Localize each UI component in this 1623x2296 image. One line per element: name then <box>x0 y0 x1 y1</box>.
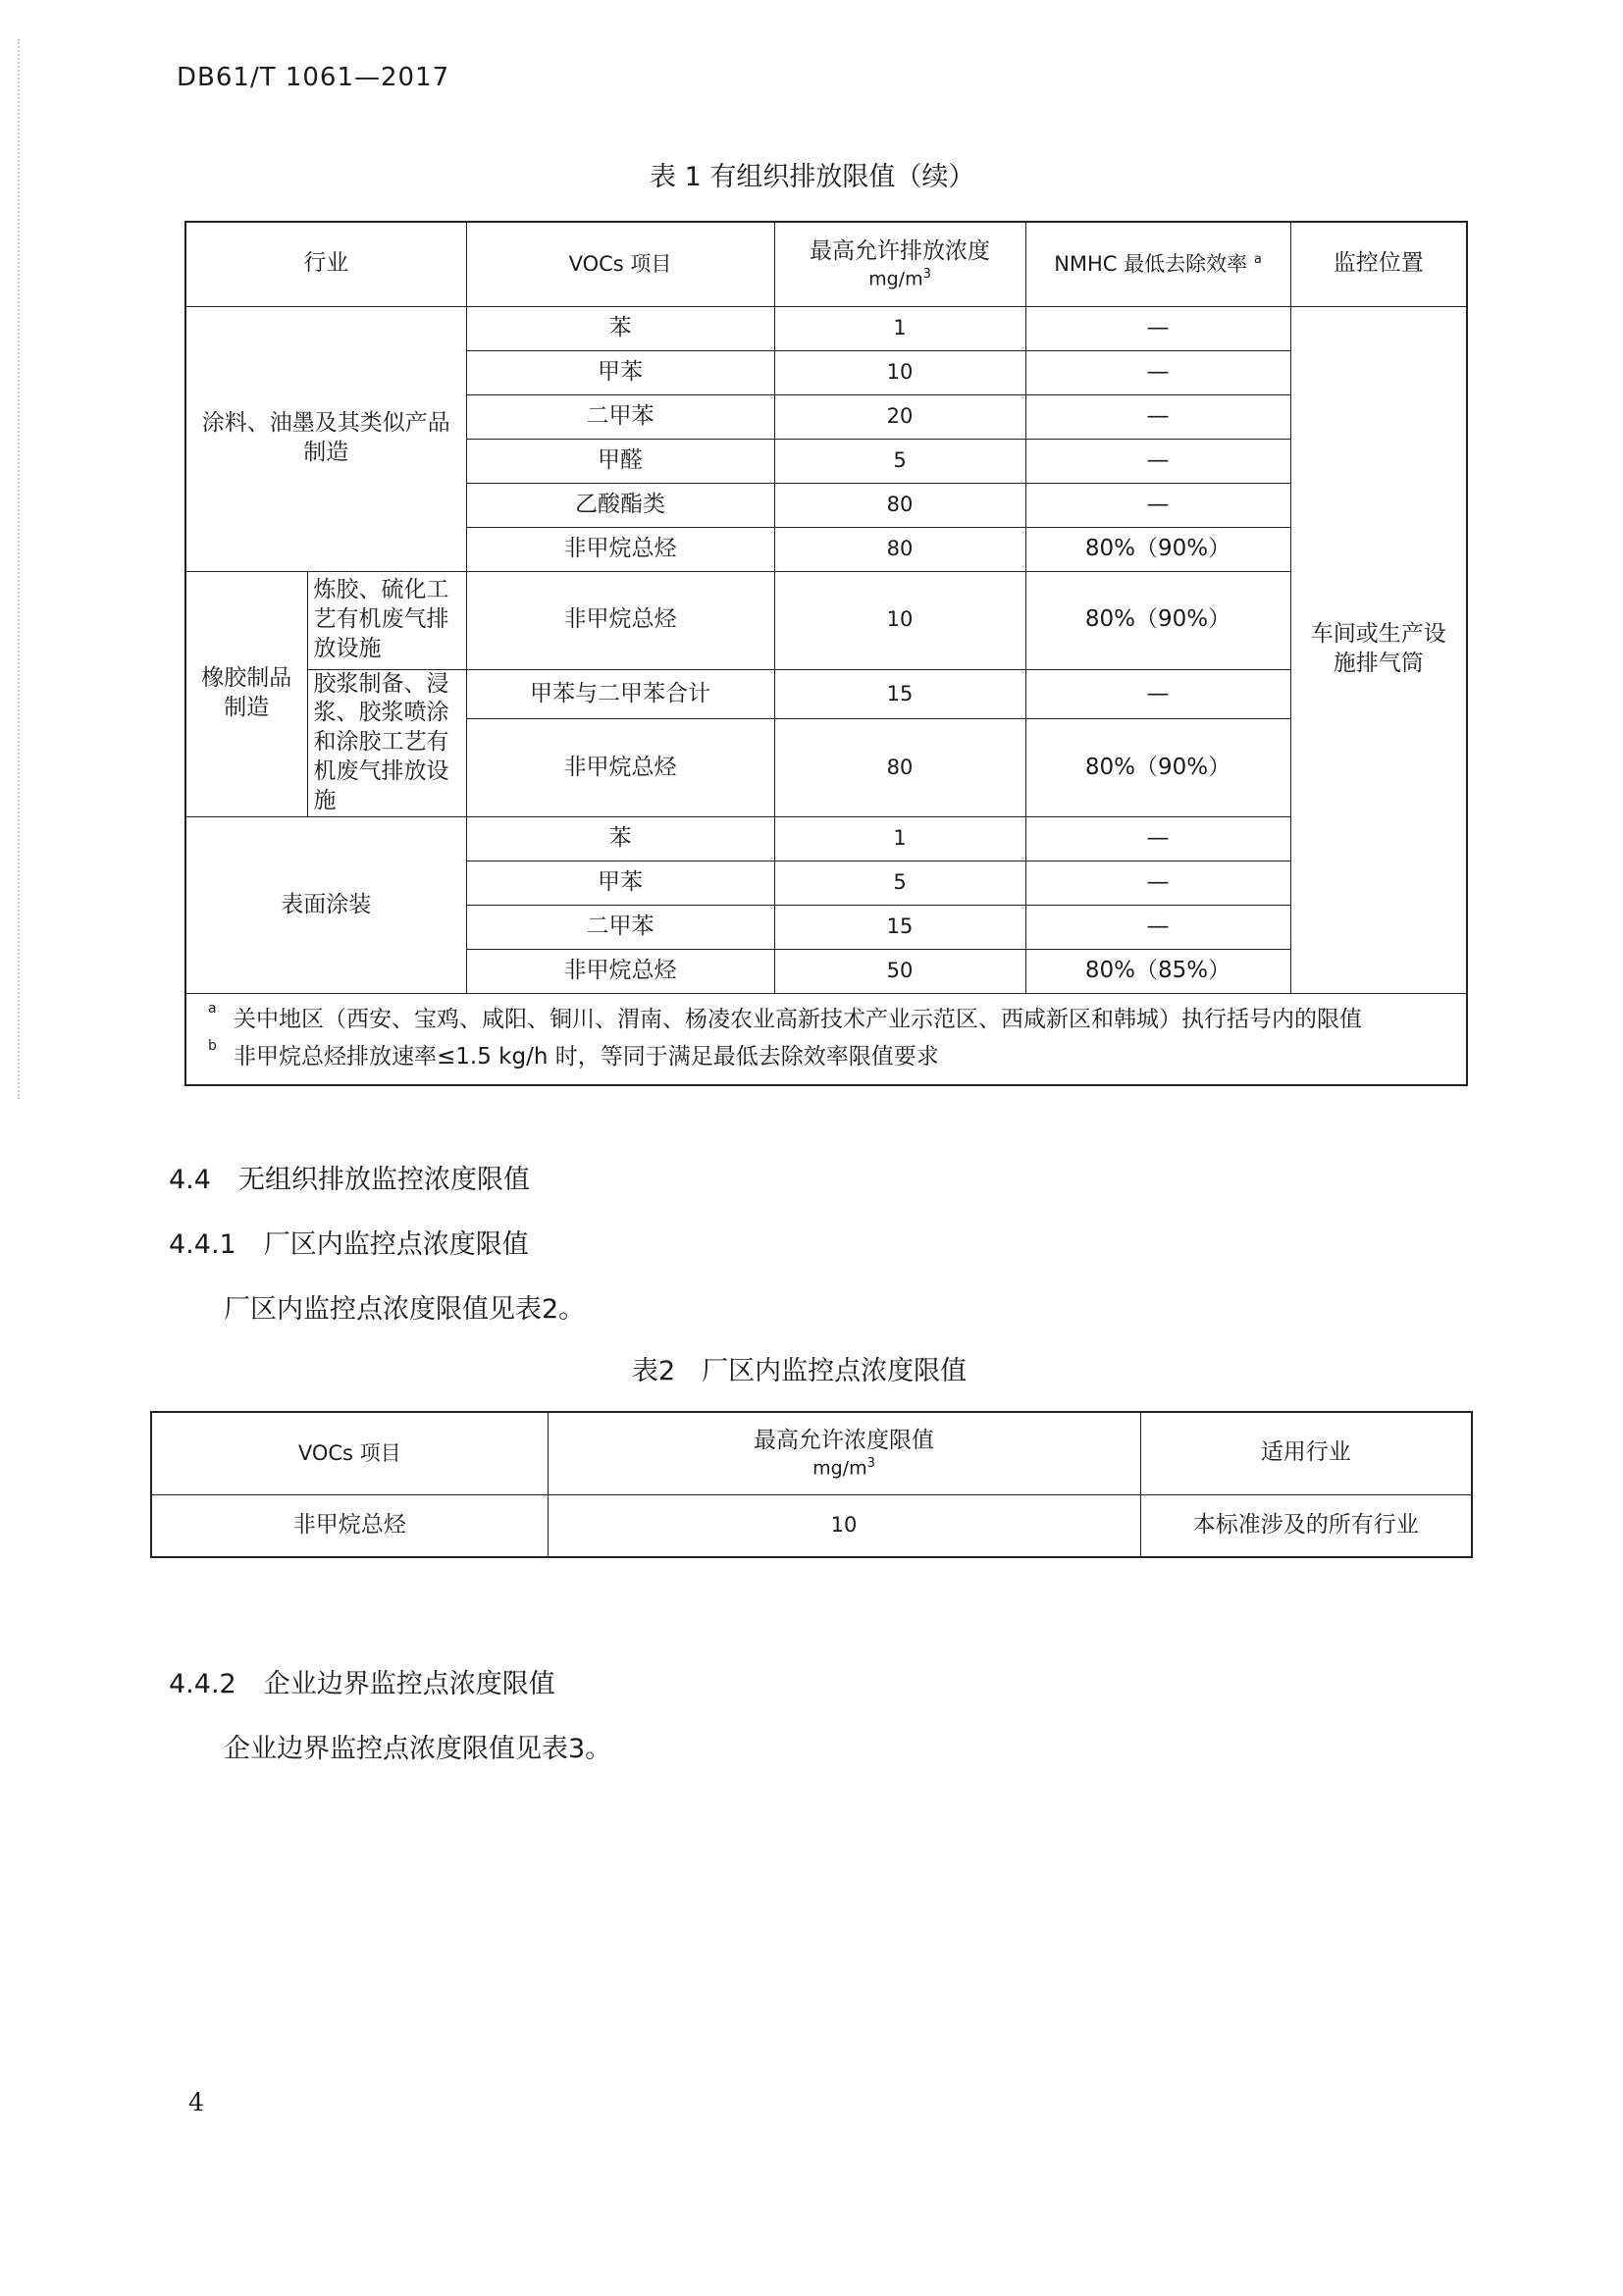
cell-conc: 20 <box>774 394 1025 439</box>
table2-caption: 表2 厂区内监控点浓度限值 <box>632 1356 968 1386</box>
cell-item: 甲醛 <box>466 439 774 483</box>
cell-location: 车间或生产设施排气筒 <box>1290 306 1467 993</box>
note-b-text: 非甲烷总烃排放速率≤1.5 kg/h 时，等同于满足最低去除效率限值要求 <box>234 1043 939 1070</box>
header-eff-mark: a <box>1253 251 1262 267</box>
table-row <box>185 306 1467 350</box>
section-4-4-1-heading <box>169 1223 529 1261</box>
table1-header-row <box>185 222 1467 306</box>
cell-item: 非甲烷总烃 <box>466 527 774 571</box>
table-row <box>185 669 1467 719</box>
scan-edge-artifact <box>18 39 26 1099</box>
cell-eff: — <box>1025 483 1290 527</box>
section-4-4-2-heading <box>169 1662 555 1700</box>
header-conc-label: 最高允许浓度限值 <box>754 1427 934 1453</box>
cell-conc: 10 <box>548 1494 1140 1557</box>
cell-eff: — <box>1025 905 1290 949</box>
header-concentration <box>548 1412 1140 1494</box>
header-conc-unit: mg/m <box>812 1457 867 1480</box>
subgroup-rubber-2: 胶浆制备、浸浆、胶浆喷涂和涂胶工艺有机废气排放设施 <box>307 669 466 816</box>
table-notes-row <box>185 993 1467 1084</box>
subgroup-rubber-1: 炼胶、硫化工艺有机废气排放设施 <box>307 571 466 669</box>
cell-eff: 80%（90%） <box>1025 719 1290 817</box>
cell-conc: 10 <box>774 571 1025 669</box>
cell-conc: 80 <box>774 719 1025 817</box>
table-row <box>151 1494 1472 1557</box>
note-a-mark: a <box>208 1000 217 1017</box>
header-location: 监控位置 <box>1290 222 1467 306</box>
header-concentration <box>774 222 1025 306</box>
cell-eff: — <box>1025 669 1290 719</box>
table2-header-row <box>151 1412 1472 1494</box>
cell-item: 甲苯与二甲苯合计 <box>466 669 774 719</box>
cell-item: 苯 <box>466 816 774 861</box>
document-code: DB61/T 1061—2017 <box>177 63 450 92</box>
cell-item: 甲苯 <box>466 861 774 905</box>
cell-item: 苯 <box>466 306 774 350</box>
section-4-4-heading <box>169 1158 530 1196</box>
section-4-4-1-paragraph: 厂区内监控点浓度限值见表2。 <box>224 1294 586 1325</box>
cell-eff: — <box>1025 439 1290 483</box>
table1-caption: 表 1 有组织排放限值（续） <box>650 162 975 192</box>
cell-conc: 10 <box>774 350 1025 394</box>
page-number: 4 <box>188 2088 204 2116</box>
header-vocs: VOCs 项目 <box>466 222 774 306</box>
cell-eff: 80%（90%） <box>1025 571 1290 669</box>
cell-conc: 50 <box>774 949 1025 993</box>
header-conc-unit-sup: 3 <box>922 266 931 282</box>
section-number: 4.4 <box>169 1165 211 1195</box>
cell-conc: 1 <box>774 816 1025 861</box>
cell-conc: 1 <box>774 306 1025 350</box>
note-a <box>208 1000 1450 1039</box>
cell-conc: 80 <box>774 527 1025 571</box>
cell-eff: — <box>1025 350 1290 394</box>
table2 <box>150 1411 1473 1558</box>
section-number: 4.4.2 <box>169 1669 236 1699</box>
section-title: 无组织排放监控浓度限值 <box>237 1165 530 1195</box>
cell-eff: — <box>1025 816 1290 861</box>
note-b-mark: b <box>208 1037 217 1054</box>
cell-item: 非甲烷总烃 <box>466 719 774 817</box>
cell-item: 甲苯 <box>466 350 774 394</box>
table1 <box>184 221 1468 1086</box>
header-vocs: VOCs 项目 <box>151 1412 548 1494</box>
cell-eff: 80%（90%） <box>1025 527 1290 571</box>
cell-conc: 15 <box>774 669 1025 719</box>
cell-item: 非甲烷总烃 <box>466 949 774 993</box>
table-row <box>185 816 1467 861</box>
cell-conc: 5 <box>774 439 1025 483</box>
group-coating: 涂料、油墨及其类似产品制造 <box>185 306 466 571</box>
cell-eff: — <box>1025 394 1290 439</box>
section-title: 企业边界监控点浓度限值 <box>263 1669 555 1699</box>
table-notes <box>185 993 1467 1084</box>
cell-conc: 5 <box>774 861 1025 905</box>
cell-eff: 80%（85%） <box>1025 949 1290 993</box>
note-a-text: 关中地区（西安、宝鸡、咸阳、铜川、渭南、杨凌农业高新技术产业示范区、西咸新区和韩城）执行括号内的限值 <box>234 1006 1362 1032</box>
header-conc-label: 最高允许排放浓度 <box>810 237 990 264</box>
cell-item: 二甲苯 <box>466 394 774 439</box>
header-conc-unit: mg/m <box>868 268 923 290</box>
header-conc-unit-sup: 3 <box>866 1455 875 1471</box>
section-4-4-2-paragraph: 企业边界监控点浓度限值见表3。 <box>224 1734 612 1764</box>
group-rubber: 橡胶制品制造 <box>185 571 307 816</box>
header-eff-label: NMHC 最低去除效率 <box>1054 251 1248 276</box>
cell-item: 非甲烷总烃 <box>151 1494 548 1557</box>
section-title: 厂区内监控点浓度限值 <box>263 1229 529 1260</box>
header-industry: 适用行业 <box>1140 1412 1472 1494</box>
cell-conc: 80 <box>774 483 1025 527</box>
note-b <box>208 1037 1450 1076</box>
cell-eff: — <box>1025 306 1290 350</box>
header-industry: 行业 <box>185 222 466 306</box>
cell-item: 非甲烷总烃 <box>466 571 774 669</box>
cell-eff: — <box>1025 861 1290 905</box>
cell-industry: 本标准涉及的所有行业 <box>1140 1494 1472 1557</box>
header-efficiency <box>1025 222 1290 306</box>
cell-item: 二甲苯 <box>466 905 774 949</box>
table-row <box>185 571 1467 669</box>
section-number: 4.4.1 <box>169 1229 236 1260</box>
cell-conc: 15 <box>774 905 1025 949</box>
group-surface: 表面涂装 <box>185 816 466 993</box>
cell-item: 乙酸酯类 <box>466 483 774 527</box>
